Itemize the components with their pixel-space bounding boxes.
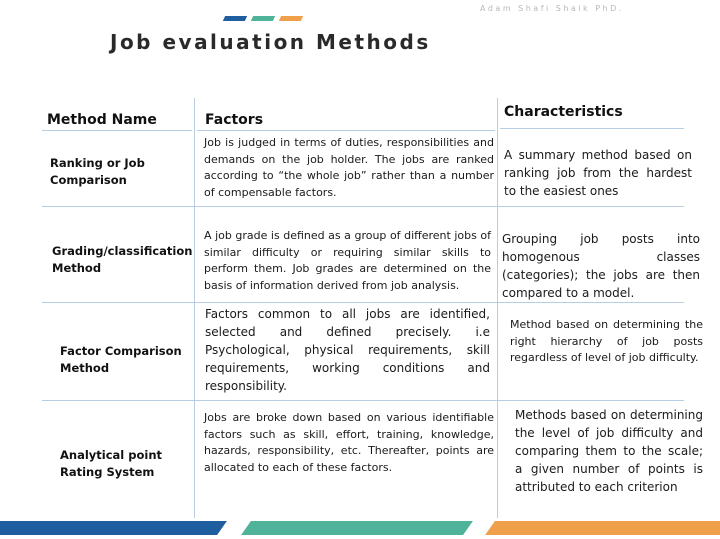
row-divider-1 xyxy=(42,206,684,207)
row-4-method: Analytical point Rating System xyxy=(60,448,163,479)
author-credit: Adam Shafi Shaik PhD. xyxy=(480,4,624,13)
column-divider-1 xyxy=(194,98,195,518)
header-factors: Factors xyxy=(205,112,264,128)
row-4-factors: Jobs are broke down based on various identifiable factors such as skill, effort, training, knowledge, hazards, responsibility, etc. Thereafter, points are allocated to each of these factors. xyxy=(204,411,494,474)
row-divider-2 xyxy=(42,302,684,303)
row-1-characteristics: A summary method based on ranking job from the hardest to the easiest ones xyxy=(504,148,692,198)
header-rule-factors xyxy=(197,130,495,131)
header-rule-method xyxy=(42,130,192,131)
row-3-characteristics: Method based on determining the right hierarchy of job posts regardless of level of job difficulty. xyxy=(510,318,703,364)
bottom-bar-blue xyxy=(0,521,227,535)
row-2-method: Grading/classification Method xyxy=(52,244,193,275)
header-rule-characteristics xyxy=(500,128,684,129)
row-2-characteristics: Grouping job posts into homogenous classes (categories); the jobs are then compared to a model. xyxy=(502,232,700,300)
page-title: Job evaluation Methods xyxy=(110,30,431,54)
header-method-name: Method Name xyxy=(47,112,157,128)
column-divider-2 xyxy=(497,98,498,518)
row-divider-3 xyxy=(42,400,684,401)
bottom-bar-orange xyxy=(485,521,720,535)
header-characteristics: Characteristics xyxy=(504,104,623,120)
decorative-bottom-bars xyxy=(0,519,720,539)
row-4-characteristics: Methods based on determining the level of job difficulty and comparing them to the scale; a given number of points is attributed to each criterion xyxy=(515,408,703,494)
row-1-factors: Job is judged in terms of duties, responsibilities and demands on the job holder. The jobs are ranked according to “the whole job” rather than a number of compensable factors. xyxy=(204,136,494,199)
row-2-factors: A job grade is defined as a group of different jobs of similar difficulty or requiring similar skills to perform them. Job grades are determined on the basis of information derived from job analysis. xyxy=(204,229,491,292)
row-1-method: Ranking or Job Comparison xyxy=(50,156,145,187)
bottom-bar-green xyxy=(241,521,473,535)
row-3-factors: Factors common to all jobs are identified, selected and defined precisely. i.e Psychological, physical requirements, skill requirements, working conditions and responsibility. xyxy=(205,307,490,393)
row-3-method: Factor Comparison Method xyxy=(60,344,182,375)
